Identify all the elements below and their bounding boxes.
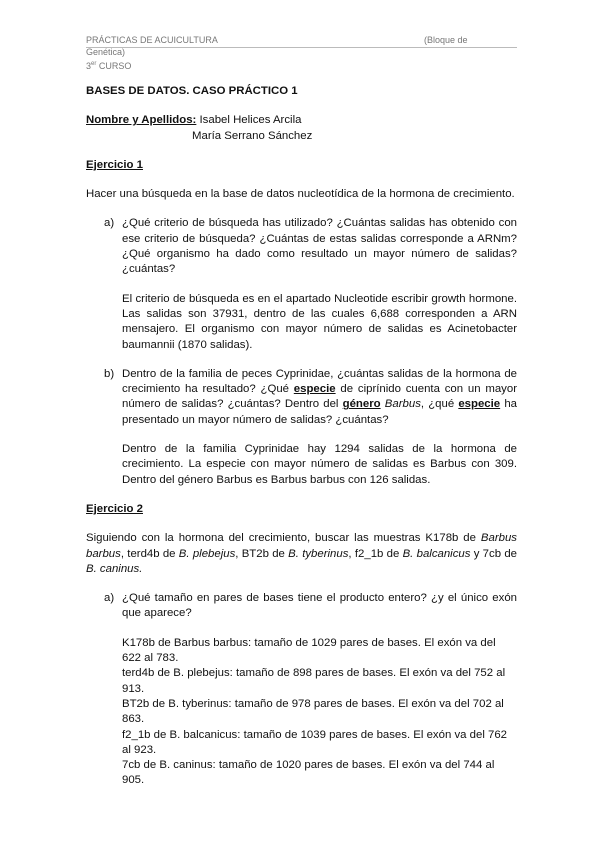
ejercicio-2-intro: Siguiendo con la hormona del crecimiento, buscar las muestras K178b de Barbus barbus, terd4b de B. plebejus, BT2b de B. tyberinus, f2_1b de B. balcanicus y 7cb de B. caninus. bbox=[86, 532, 517, 575]
answer-line: terd4b de B. plebejus: tamaño de 898 pares de bases. El exón va del 752 al 913. bbox=[122, 667, 506, 695]
header-course: 3er CURSO bbox=[86, 61, 132, 71]
ejercicio-1-heading: Ejercicio 1 bbox=[86, 158, 143, 171]
authors-block bbox=[86, 113, 517, 144]
question-a: ¿Qué criterio de búsqueda has utilizado? ¿Cuántas salidas has obtenido con ese criterio de búsqueda? ¿Cuántas de estas salidas corresponde a ARNm? ¿Qué organismo ha dado como resultado un mayor número de salidas? ¿cuántas? bbox=[122, 217, 517, 276]
ejercicio-2-item-a bbox=[86, 591, 517, 622]
header-line2: Genética) bbox=[86, 47, 126, 57]
header-divider bbox=[86, 47, 517, 48]
ejercicio-1-intro: Hacer una búsqueda en la base de datos nucleotídica de la hormona de crecimiento. bbox=[86, 188, 515, 201]
header-left: PRÁCTICAS DE ACUICULTURA bbox=[86, 35, 218, 45]
answer-line: 7cb de B. caninus: tamaño de 1020 pares de bases. El exón va del 744 al 905. bbox=[122, 759, 495, 787]
answer-line: BT2b de B. tyberinus: tamaño de 978 pares de bases. El exón va del 702 al 863. bbox=[122, 697, 504, 726]
document-body bbox=[86, 84, 517, 789]
answer-line: K178b de Barbus barbus: tamaño de 1029 pares de bases. El exón va del 622 al 783. bbox=[122, 636, 496, 665]
author-2: María Serrano Sánchez bbox=[192, 129, 313, 142]
ejercicio-1-item-b bbox=[86, 367, 517, 428]
list-marker: a) bbox=[104, 217, 115, 230]
question-b: Dentro de la familia de peces Cyprinidae, ¿cuántas salidas de la hormona de crecimiento ha resultado? ¿Qué especie de ciprínido cuenta con un mayor número de salidas? ¿cuántas? Dentro del género Barbus, ¿qué especie ha presentado un mayor número de salidas? ¿cuántas? bbox=[122, 367, 518, 426]
list-marker: a) bbox=[104, 592, 115, 605]
ejercicio-2-heading: Ejercicio 2 bbox=[86, 502, 143, 515]
header-right: (Bloque de bbox=[424, 35, 468, 45]
question-2a: ¿Qué tamaño en pares de bases tiene el producto entero? ¿y el único exón que aparece? bbox=[122, 592, 517, 620]
answer-a: El criterio de búsqueda es en el apartado Nucleotide escribir growth hormone. Las salidas son 37931, dentro de las cuales 6,688 corresponden a ARN mensajero. El organismo con mayor número de salidas es Acinetobacter baumannii (1870 salidas). bbox=[122, 292, 517, 351]
list-marker: b) bbox=[104, 367, 115, 380]
page-header bbox=[86, 34, 517, 72]
answer-2a-list bbox=[86, 636, 517, 789]
answer-line: f2_1b de B. balcanicus: tamaño de 1039 pares de bases. El exón va del 762 al 923. bbox=[122, 728, 508, 756]
document-title: BASES DE DATOS. CASO PRÁCTICO 1 bbox=[86, 85, 298, 97]
author-1: Isabel Helices Arcila bbox=[199, 114, 302, 127]
answer-b: Dentro de la familia Cyprinidae hay 1294 salidas de la hormona de crecimiento. La especie con mayor número de salidas es Barbus con 309. Dentro del género Barbus es Barbus barbus con 126 salidas. bbox=[122, 443, 517, 486]
authors-label: Nombre y Apellidos: bbox=[86, 114, 197, 127]
ejercicio-1-item-a bbox=[86, 216, 517, 277]
